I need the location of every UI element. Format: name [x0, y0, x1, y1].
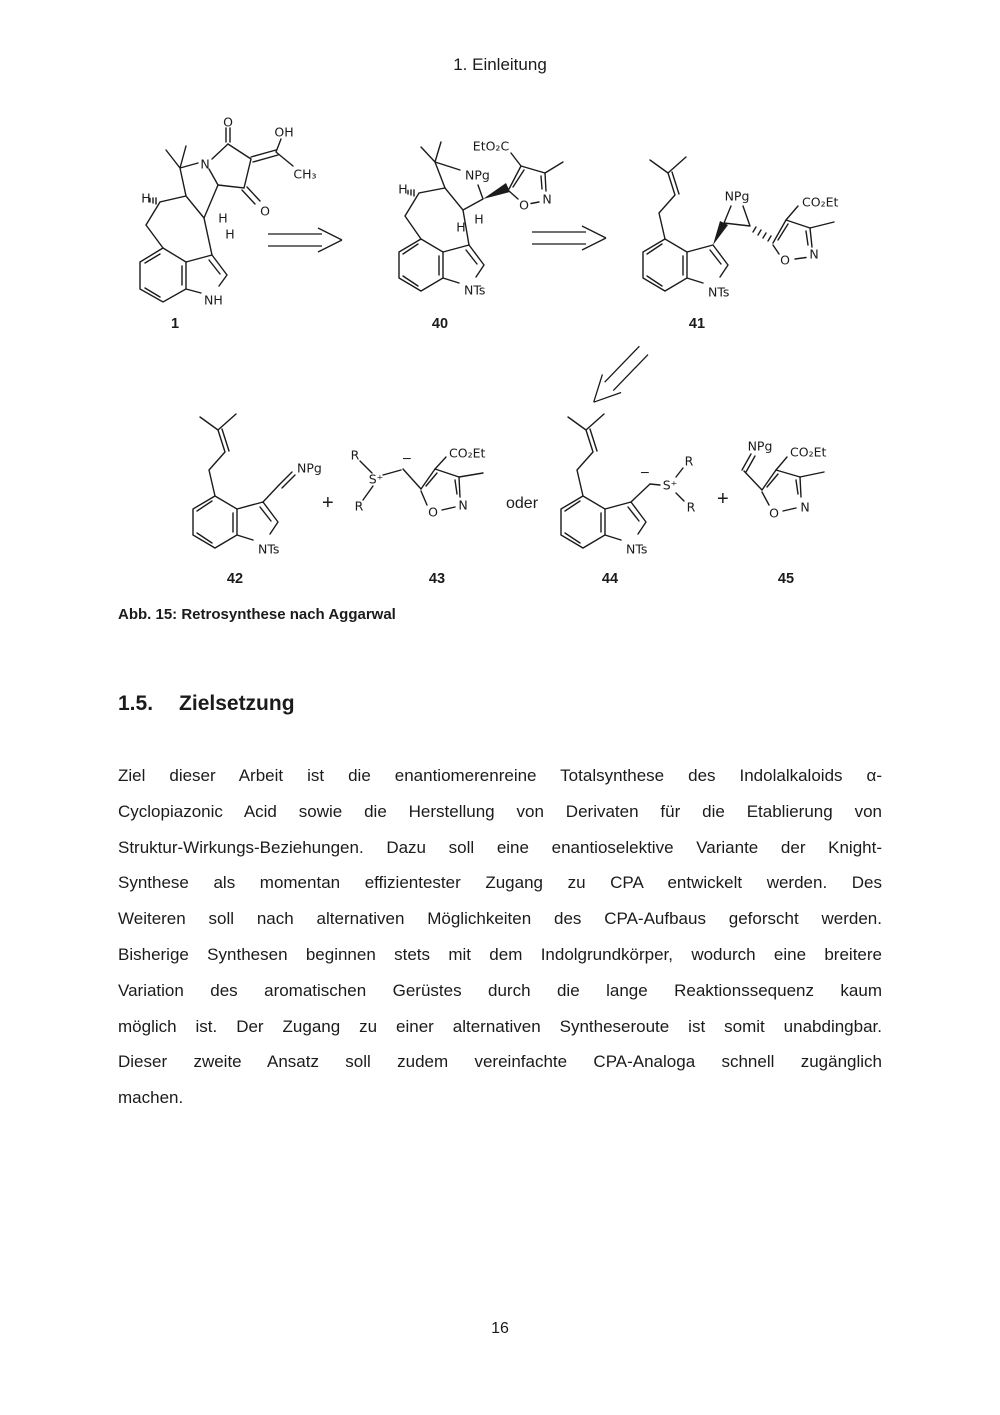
atom-label-s-plus: S⁺ [662, 477, 678, 493]
atom-label-r: R [686, 499, 696, 515]
section-title: Zielsetzung [179, 692, 295, 715]
atom-label-o: O [769, 505, 779, 521]
structure-41-drawing [628, 148, 878, 326]
body-line: möglich ist. Der Zugang zu einer alternativen Syntheseroute ist somit unabdingbar. [118, 1016, 882, 1036]
structure-45-drawing [736, 430, 891, 552]
structure-43-drawing [343, 433, 513, 553]
wedge-bond [483, 183, 510, 199]
atom-label-co2et: CO₂Et [802, 194, 839, 210]
body-line: Bisherige Synthesen beginnen stets mit dem Indolgrundkörper, wodurch eine breitere [118, 944, 882, 964]
compound-number-41: 41 [688, 316, 706, 332]
body-paragraph [118, 758, 882, 1116]
plus-sign-1: + [322, 492, 334, 514]
compound-number-43: 43 [428, 571, 446, 587]
atom-label-r: R [350, 447, 360, 463]
atom-label-oh: OH [274, 124, 294, 140]
atom-label-h: H [456, 219, 466, 235]
atom-label-npg: NPg [747, 438, 773, 454]
atom-label-n: N [809, 246, 819, 262]
body-line: Variation des aromatischen Gerüstes durch die lange Reaktionssequenz kaum [118, 980, 882, 1000]
retro-arrow-2 [530, 224, 610, 252]
atom-label-eto2c: EtO₂C [472, 138, 510, 154]
atom-label-o: O [260, 203, 270, 219]
bond-lines [643, 157, 834, 291]
figure-caption: Abb. 15: Retrosynthese nach Aggarwal [118, 606, 396, 623]
bond-lines [193, 414, 295, 548]
atom-label-npg: NPg [465, 167, 490, 183]
bond-lines [742, 454, 824, 511]
atom-label-r: R [684, 453, 694, 469]
body-line: Cyclopiazonic Acid sowie die Herstellung von Derivaten für die Etablierung von [118, 801, 882, 821]
atom-label-o: O [428, 504, 438, 520]
structure-42-drawing [178, 408, 343, 578]
atom-label-h: H [474, 211, 484, 227]
atom-label-n: N [458, 497, 468, 513]
compound-number-45: 45 [777, 571, 795, 587]
compound-number-44: 44 [601, 571, 619, 587]
oder-label: oder [506, 495, 539, 512]
atom-label-h: H [141, 190, 151, 206]
structure-1-drawing [108, 112, 333, 322]
section-number: 1.5. [118, 692, 154, 715]
atom-label-o: O [223, 114, 233, 130]
atom-label-nts: NTs [464, 282, 486, 298]
bond-lines [140, 128, 293, 302]
atom-label-co2et: CO₂Et [449, 445, 486, 461]
atom-label-minus: − [401, 450, 413, 466]
wedge-bond [713, 221, 728, 245]
atom-label-minus: − [639, 464, 651, 480]
plus-sign-2: + [717, 488, 729, 510]
atom-label-nts: NTs [708, 284, 730, 300]
body-line: Weiteren soll nach alternativen Möglichkeiten des CPA-Aufbaus geforscht werden. [118, 909, 882, 929]
body-line: Ziel dieser Arbeit ist die enantiomerenreine Totalsynthese des Indolalkaloids α- [118, 766, 882, 785]
atom-label-o: O [780, 252, 790, 268]
atom-label-n: N [800, 499, 810, 515]
body-line: machen. [118, 1088, 184, 1108]
compound-number-42: 42 [226, 571, 244, 587]
atom-label-npg: NPg [724, 188, 750, 204]
atom-label-r: R [354, 498, 364, 514]
atom-label-ch3: CH₃ [293, 166, 317, 182]
atom-label-h: H [218, 210, 228, 226]
atom-label-s-plus: S⁺ [368, 471, 384, 487]
body-line: Dieser zweite Ansatz soll zudem vereinfachte CPA-Analoga schnell zugänglich [118, 1052, 882, 1072]
compound-number-1: 1 [170, 316, 180, 332]
section-heading [118, 692, 295, 716]
atom-label-nts: NTs [258, 541, 280, 557]
atom-label-co2et: CO₂Et [790, 444, 827, 460]
atom-label-n: N [200, 156, 210, 172]
atom-label-o: O [519, 197, 529, 213]
header-title: 1. Einleitung [453, 55, 547, 74]
atom-label-h: H [225, 226, 235, 242]
atom-label-nts: NTs [626, 541, 648, 557]
atom-label-n: N [542, 191, 552, 207]
body-line: Struktur-Wirkungs-Beziehungen. Dazu soll eine enantioselektive Variante der Knight- [118, 837, 882, 857]
atom-label-npg: NPg [297, 460, 322, 476]
retro-arrow-1 [266, 226, 346, 254]
structure-44-drawing [546, 408, 716, 578]
atom-label-h: H [398, 181, 408, 197]
compound-number-40: 40 [431, 316, 449, 332]
body-line: Synthese als momentan effizientester Zugang zu CPA entwickelt werden. Des [118, 873, 882, 893]
atom-label-nh: NH [204, 292, 223, 308]
page-number: 16 [491, 1320, 509, 1337]
